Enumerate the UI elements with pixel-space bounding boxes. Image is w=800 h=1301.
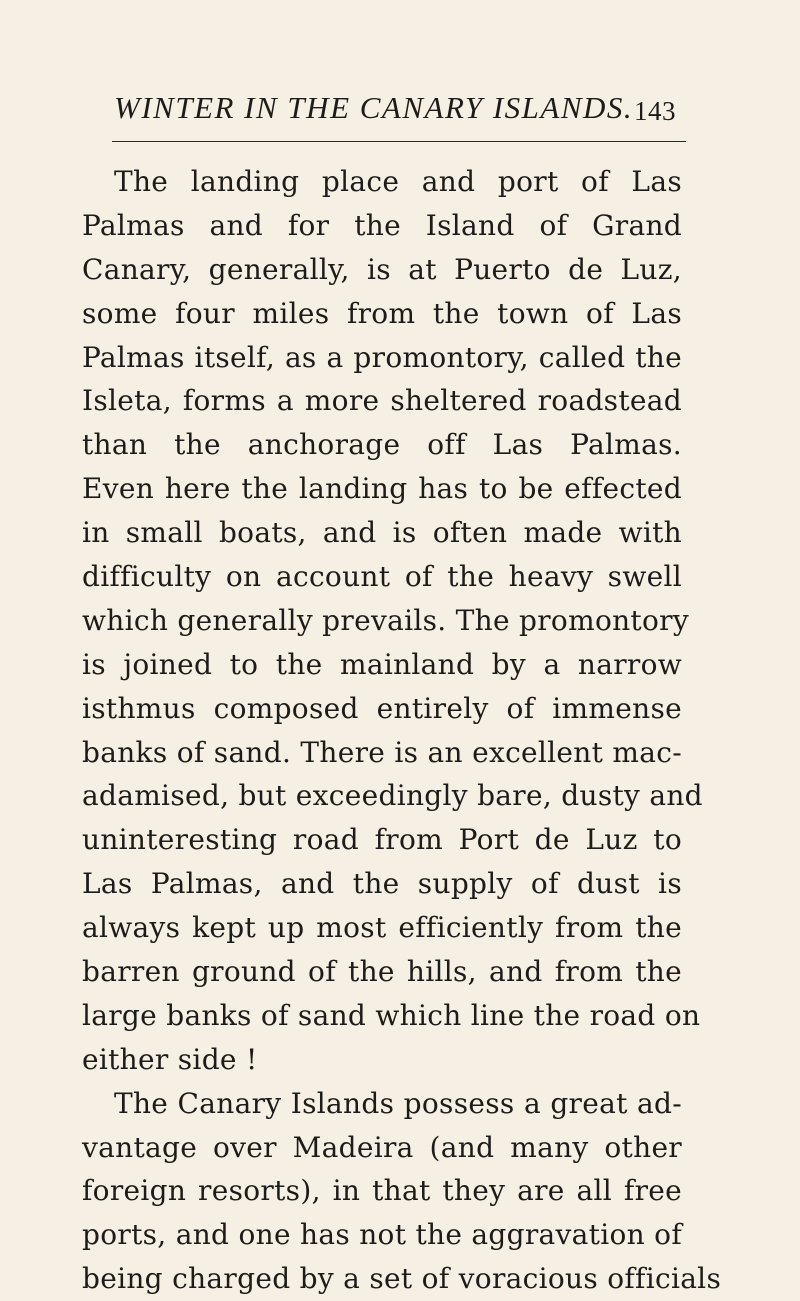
running-title: WINTER IN THE CANARY ISLANDS. [114,90,634,125]
text-line: Palmas itself, as a promontory, called the [82,340,682,374]
text-line: being charged by a set of voracious officials [82,1262,722,1296]
text-line: barren ground of the hills, and from the [82,955,682,989]
text-line: either side ! [82,1042,258,1076]
text-line: Isleta, forms a more sheltered roadstead [82,384,682,418]
text-line: The landing place and port of Las [114,165,682,198]
page-number: 143 [634,96,676,126]
running-head [82,86,732,134]
text-line: Canary, generally, is at Puerto de Luz, [82,252,682,286]
header-rule [112,141,686,142]
text-line: ports, and one has not the aggravation of [82,1218,682,1252]
text-line: vantage over Madeira (and many other [82,1130,682,1164]
text-line: banks of sand. There is an excellent mac- [82,735,682,769]
text-line: some four miles from the town of Las [82,296,682,330]
text-line: always kept up most efficiently from the [82,911,682,945]
text-line: uninteresting road from Port de Luz to [82,823,682,857]
text-line: difficulty on account of the heavy swell [82,560,682,594]
text-line: foreign resorts), in that they are all free [82,1174,682,1208]
text-line: Even here the landing has to be effected [82,472,682,506]
text-line: Las Palmas, and the supply of dust is [82,867,682,901]
text-line: adamised, but exceedingly bare, dusty and [82,779,703,813]
text-line: in small boats, and is often made with [82,516,682,550]
text-line: The Canary Islands possess a great ad- [114,1086,682,1120]
text-line: large banks of sand which line the road on [82,998,701,1032]
text-line: is joined to the mainland by a narrow [82,647,682,681]
text-line: than the anchorage off Las Palmas. [82,428,682,462]
text-line: which generally prevails. The promontory [82,603,689,637]
text-line: Palmas and for the Island of Grand [82,208,682,242]
text-line: isthmus composed entirely of immense [82,691,682,725]
body-text [82,160,722,1301]
